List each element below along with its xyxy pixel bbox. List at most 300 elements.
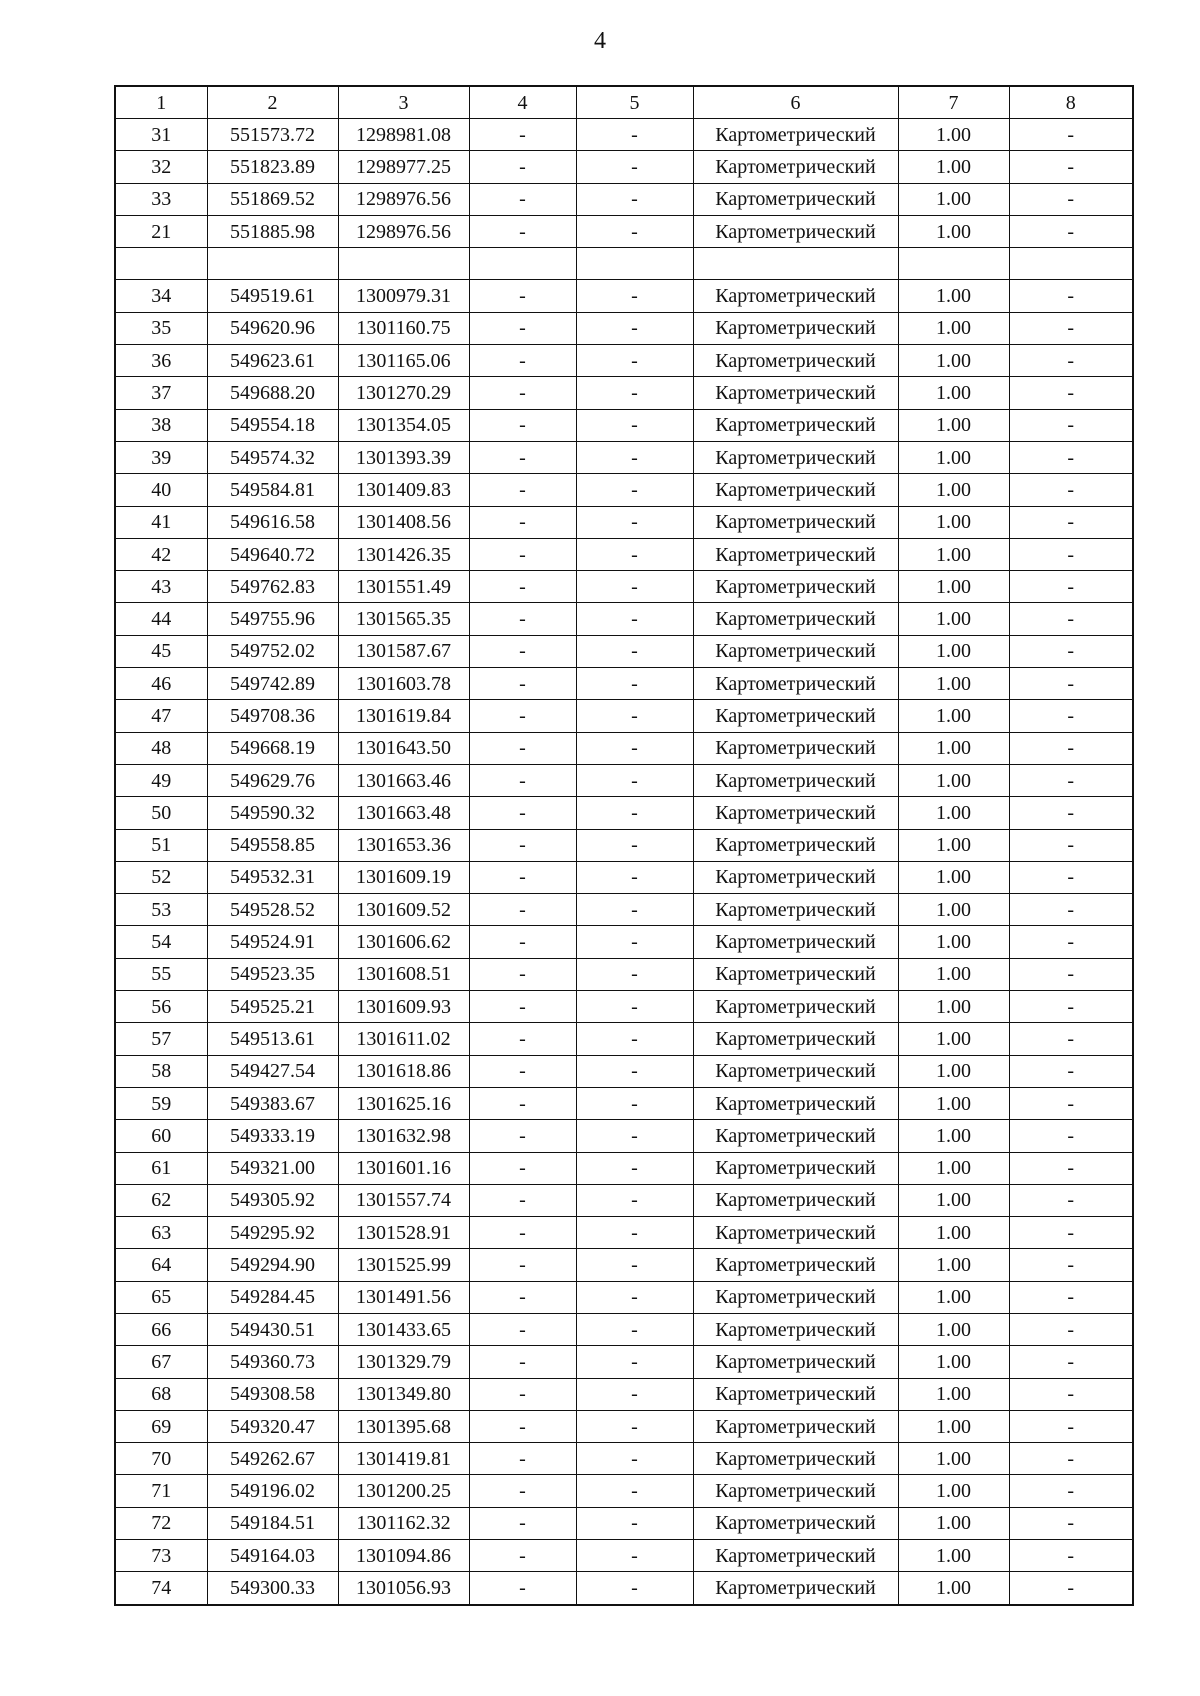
table-header-row (115, 86, 1133, 119)
method-cell: Картометрический (693, 700, 898, 732)
column-8-cell: - (1009, 829, 1133, 861)
column-4-cell: - (469, 119, 576, 151)
table-row (115, 700, 1133, 732)
table-row (115, 894, 1133, 926)
point-number-cell: 46 (115, 668, 207, 700)
column-8-cell: - (1009, 1023, 1133, 1055)
accuracy-cell: 1.00 (898, 1184, 1009, 1216)
table-row (115, 1507, 1133, 1539)
table-row (115, 668, 1133, 700)
table-row (115, 1443, 1133, 1475)
method-cell: Картометрический (693, 829, 898, 861)
point-number-cell: 36 (115, 345, 207, 377)
method-cell: Картометрический (693, 1313, 898, 1345)
x-coordinate-cell: 549688.20 (207, 377, 338, 409)
method-cell: Картометрический (693, 506, 898, 538)
table-row (115, 377, 1133, 409)
accuracy-cell: 1.00 (898, 1055, 1009, 1087)
column-8-cell: - (1009, 441, 1133, 473)
method-cell: Картометрический (693, 474, 898, 506)
accuracy-cell: 1.00 (898, 312, 1009, 344)
column-8-cell: - (1009, 958, 1133, 990)
method-cell (693, 248, 898, 280)
column-4-cell: - (469, 991, 576, 1023)
table-row (115, 991, 1133, 1023)
column-5-cell: - (576, 1540, 693, 1572)
column-8-cell: - (1009, 1540, 1133, 1572)
x-coordinate-cell: 549300.33 (207, 1572, 338, 1605)
column-5-cell: - (576, 441, 693, 473)
x-coordinate-cell: 549554.18 (207, 409, 338, 441)
table-row (115, 1087, 1133, 1119)
point-number-cell: 31 (115, 119, 207, 151)
column-8-cell: - (1009, 571, 1133, 603)
table-row (115, 1023, 1133, 1055)
point-number-cell: 68 (115, 1378, 207, 1410)
column-8-cell: - (1009, 1313, 1133, 1345)
column-5-cell: - (576, 958, 693, 990)
table-row (115, 409, 1133, 441)
method-cell: Картометрический (693, 409, 898, 441)
column-5-cell: - (576, 1249, 693, 1281)
table-row (115, 1249, 1133, 1281)
column-5-cell: - (576, 409, 693, 441)
y-coordinate-cell: 1298981.08 (338, 119, 469, 151)
column-8-cell: - (1009, 1475, 1133, 1507)
accuracy-cell: 1.00 (898, 1217, 1009, 1249)
point-number-cell: 38 (115, 409, 207, 441)
x-coordinate-cell: 549525.21 (207, 991, 338, 1023)
y-coordinate-cell: 1301393.39 (338, 441, 469, 473)
column-header: 5 (576, 86, 693, 119)
point-number-cell: 60 (115, 1120, 207, 1152)
column-5-cell: - (576, 668, 693, 700)
column-4-cell: - (469, 1540, 576, 1572)
point-number-cell: 61 (115, 1152, 207, 1184)
x-coordinate-cell: 549294.90 (207, 1249, 338, 1281)
column-header: 3 (338, 86, 469, 119)
column-4-cell: - (469, 1410, 576, 1442)
column-5-cell: - (576, 1378, 693, 1410)
y-coordinate-cell: 1298976.56 (338, 215, 469, 247)
x-coordinate-cell: 549762.83 (207, 571, 338, 603)
method-cell: Картометрический (693, 183, 898, 215)
column-8-cell: - (1009, 215, 1133, 247)
column-4-cell: - (469, 1443, 576, 1475)
column-4-cell: - (469, 538, 576, 570)
column-8-cell: - (1009, 1249, 1133, 1281)
column-4-cell: - (469, 345, 576, 377)
column-4-cell: - (469, 829, 576, 861)
method-cell: Картометрический (693, 1249, 898, 1281)
column-header: 4 (469, 86, 576, 119)
column-5-cell: - (576, 377, 693, 409)
point-number-cell: 49 (115, 764, 207, 796)
column-4-cell: - (469, 1087, 576, 1119)
method-cell: Картометрический (693, 958, 898, 990)
y-coordinate-cell: 1298976.56 (338, 183, 469, 215)
accuracy-cell: 1.00 (898, 1281, 1009, 1313)
y-coordinate-cell: 1301408.56 (338, 506, 469, 538)
point-number-cell: 43 (115, 571, 207, 603)
column-8-cell: - (1009, 668, 1133, 700)
column-5-cell: - (576, 345, 693, 377)
point-number-cell: 69 (115, 1410, 207, 1442)
column-5-cell: - (576, 474, 693, 506)
column-8-cell: - (1009, 377, 1133, 409)
table-row (115, 1152, 1133, 1184)
accuracy-cell: 1.00 (898, 506, 1009, 538)
column-5-cell: - (576, 732, 693, 764)
column-4-cell: - (469, 474, 576, 506)
x-coordinate-cell: 549584.81 (207, 474, 338, 506)
x-coordinate-cell: 549513.61 (207, 1023, 338, 1055)
column-5-cell: - (576, 700, 693, 732)
column-4-cell (469, 248, 576, 280)
column-8-cell: - (1009, 764, 1133, 796)
y-coordinate-cell: 1301557.74 (338, 1184, 469, 1216)
column-5-cell: - (576, 151, 693, 183)
accuracy-cell: 1.00 (898, 1572, 1009, 1605)
column-5-cell: - (576, 1120, 693, 1152)
column-4-cell: - (469, 1023, 576, 1055)
point-number-cell: 52 (115, 861, 207, 893)
accuracy-cell: 1.00 (898, 991, 1009, 1023)
point-number-cell: 40 (115, 474, 207, 506)
column-4-cell: - (469, 1507, 576, 1539)
table-row (115, 312, 1133, 344)
x-coordinate-cell: 549558.85 (207, 829, 338, 861)
table-row (115, 603, 1133, 635)
method-cell: Картометрический (693, 1184, 898, 1216)
x-coordinate-cell: 549752.02 (207, 635, 338, 667)
column-5-cell: - (576, 1443, 693, 1475)
column-4-cell: - (469, 151, 576, 183)
column-8-cell: - (1009, 280, 1133, 312)
x-coordinate-cell: 549295.92 (207, 1217, 338, 1249)
column-8-cell: - (1009, 1055, 1133, 1087)
column-5-cell: - (576, 894, 693, 926)
table-row (115, 1572, 1133, 1605)
table-row (115, 151, 1133, 183)
y-coordinate-cell: 1301200.25 (338, 1475, 469, 1507)
method-cell: Картометрический (693, 1507, 898, 1539)
x-coordinate-cell: 549360.73 (207, 1346, 338, 1378)
column-5-cell: - (576, 119, 693, 151)
y-coordinate-cell: 1301618.86 (338, 1055, 469, 1087)
point-number-cell: 35 (115, 312, 207, 344)
column-8-cell: - (1009, 474, 1133, 506)
method-cell: Картометрический (693, 894, 898, 926)
point-number-cell: 54 (115, 926, 207, 958)
method-cell: Картометрический (693, 441, 898, 473)
point-number-cell: 33 (115, 183, 207, 215)
column-8-cell: - (1009, 700, 1133, 732)
column-4-cell: - (469, 926, 576, 958)
column-4-cell: - (469, 1313, 576, 1345)
y-coordinate-cell: 1301165.06 (338, 345, 469, 377)
column-4-cell: - (469, 1217, 576, 1249)
method-cell: Картометрический (693, 861, 898, 893)
y-coordinate-cell: 1301606.62 (338, 926, 469, 958)
method-cell: Картометрический (693, 1346, 898, 1378)
column-5-cell: - (576, 538, 693, 570)
method-cell: Картометрический (693, 797, 898, 829)
column-8-cell: - (1009, 1152, 1133, 1184)
table-row (115, 248, 1133, 280)
y-coordinate-cell: 1301608.51 (338, 958, 469, 990)
table-row (115, 280, 1133, 312)
point-number-cell: 73 (115, 1540, 207, 1572)
column-8-cell: - (1009, 1217, 1133, 1249)
point-number-cell: 62 (115, 1184, 207, 1216)
column-header: 6 (693, 86, 898, 119)
x-coordinate-cell: 551573.72 (207, 119, 338, 151)
column-4-cell: - (469, 506, 576, 538)
point-number-cell: 41 (115, 506, 207, 538)
table-row (115, 215, 1133, 247)
accuracy-cell: 1.00 (898, 119, 1009, 151)
column-5-cell: - (576, 571, 693, 603)
column-4-cell: - (469, 1281, 576, 1313)
column-5-cell: - (576, 1087, 693, 1119)
x-coordinate-cell: 549623.61 (207, 345, 338, 377)
x-coordinate-cell: 549321.00 (207, 1152, 338, 1184)
column-4-cell: - (469, 183, 576, 215)
column-8-cell: - (1009, 797, 1133, 829)
point-number-cell: 66 (115, 1313, 207, 1345)
point-number-cell: 44 (115, 603, 207, 635)
column-8-cell: - (1009, 1572, 1133, 1605)
y-coordinate-cell (338, 248, 469, 280)
point-number-cell: 39 (115, 441, 207, 473)
column-8-cell: - (1009, 1410, 1133, 1442)
x-coordinate-cell: 549333.19 (207, 1120, 338, 1152)
y-coordinate-cell: 1301611.02 (338, 1023, 469, 1055)
method-cell: Картометрический (693, 1475, 898, 1507)
column-8-cell: - (1009, 312, 1133, 344)
column-5-cell (576, 248, 693, 280)
column-5-cell: - (576, 183, 693, 215)
column-4-cell: - (469, 603, 576, 635)
method-cell: Картометрический (693, 1410, 898, 1442)
point-number-cell: 42 (115, 538, 207, 570)
column-4-cell: - (469, 797, 576, 829)
column-8-cell: - (1009, 538, 1133, 570)
point-number-cell: 59 (115, 1087, 207, 1119)
y-coordinate-cell: 1301354.05 (338, 409, 469, 441)
table-row (115, 1055, 1133, 1087)
column-5-cell: - (576, 991, 693, 1023)
method-cell: Картометрический (693, 991, 898, 1023)
column-8-cell: - (1009, 1120, 1133, 1152)
column-5-cell: - (576, 280, 693, 312)
column-5-cell: - (576, 1572, 693, 1605)
accuracy-cell: 1.00 (898, 571, 1009, 603)
accuracy-cell: 1.00 (898, 764, 1009, 796)
column-8-cell (1009, 248, 1133, 280)
table-row (115, 441, 1133, 473)
point-number-cell: 55 (115, 958, 207, 990)
x-coordinate-cell: 549640.72 (207, 538, 338, 570)
accuracy-cell: 1.00 (898, 894, 1009, 926)
column-8-cell: - (1009, 1281, 1133, 1313)
column-8-cell: - (1009, 1378, 1133, 1410)
y-coordinate-cell: 1301565.35 (338, 603, 469, 635)
column-5-cell: - (576, 312, 693, 344)
y-coordinate-cell: 1301643.50 (338, 732, 469, 764)
table-row (115, 183, 1133, 215)
y-coordinate-cell: 1301160.75 (338, 312, 469, 344)
column-4-cell: - (469, 1055, 576, 1087)
column-5-cell: - (576, 603, 693, 635)
y-coordinate-cell: 1301329.79 (338, 1346, 469, 1378)
column-5-cell: - (576, 1507, 693, 1539)
point-number-cell: 37 (115, 377, 207, 409)
method-cell: Картометрический (693, 571, 898, 603)
accuracy-cell: 1.00 (898, 958, 1009, 990)
y-coordinate-cell: 1301619.84 (338, 700, 469, 732)
accuracy-cell: 1.00 (898, 1410, 1009, 1442)
point-number-cell: 74 (115, 1572, 207, 1605)
column-5-cell: - (576, 764, 693, 796)
method-cell: Картометрический (693, 151, 898, 183)
column-8-cell: - (1009, 119, 1133, 151)
column-4-cell: - (469, 1475, 576, 1507)
x-coordinate-cell: 549284.45 (207, 1281, 338, 1313)
accuracy-cell: 1.00 (898, 474, 1009, 506)
column-8-cell: - (1009, 1443, 1133, 1475)
point-number-cell: 53 (115, 894, 207, 926)
y-coordinate-cell: 1301056.93 (338, 1572, 469, 1605)
accuracy-cell: 1.00 (898, 538, 1009, 570)
column-5-cell: - (576, 1152, 693, 1184)
y-coordinate-cell: 1301587.67 (338, 635, 469, 667)
x-coordinate-cell: 549519.61 (207, 280, 338, 312)
column-4-cell: - (469, 1120, 576, 1152)
accuracy-cell: 1.00 (898, 1475, 1009, 1507)
accuracy-cell: 1.00 (898, 1152, 1009, 1184)
accuracy-cell: 1.00 (898, 215, 1009, 247)
x-coordinate-cell: 549524.91 (207, 926, 338, 958)
y-coordinate-cell: 1301409.83 (338, 474, 469, 506)
table-row (115, 1378, 1133, 1410)
method-cell: Картометрический (693, 1055, 898, 1087)
point-number-cell: 45 (115, 635, 207, 667)
y-coordinate-cell: 1301525.99 (338, 1249, 469, 1281)
x-coordinate-cell: 551869.52 (207, 183, 338, 215)
accuracy-cell: 1.00 (898, 377, 1009, 409)
point-number-cell: 50 (115, 797, 207, 829)
column-4-cell: - (469, 409, 576, 441)
x-coordinate-cell: 549305.92 (207, 1184, 338, 1216)
column-4-cell: - (469, 764, 576, 796)
accuracy-cell: 1.00 (898, 1346, 1009, 1378)
accuracy-cell: 1.00 (898, 345, 1009, 377)
y-coordinate-cell: 1301419.81 (338, 1443, 469, 1475)
x-coordinate-cell: 549755.96 (207, 603, 338, 635)
x-coordinate-cell: 549164.03 (207, 1540, 338, 1572)
column-4-cell: - (469, 700, 576, 732)
column-8-cell: - (1009, 732, 1133, 764)
accuracy-cell: 1.00 (898, 280, 1009, 312)
table-row (115, 571, 1133, 603)
column-5-cell: - (576, 1055, 693, 1087)
column-header: 2 (207, 86, 338, 119)
column-5-cell: - (576, 215, 693, 247)
point-number-cell: 72 (115, 1507, 207, 1539)
y-coordinate-cell: 1301653.36 (338, 829, 469, 861)
x-coordinate-cell: 549616.58 (207, 506, 338, 538)
column-4-cell: - (469, 280, 576, 312)
column-8-cell: - (1009, 894, 1133, 926)
accuracy-cell: 1.00 (898, 926, 1009, 958)
table-body (115, 119, 1133, 1605)
column-4-cell: - (469, 1378, 576, 1410)
column-header: 7 (898, 86, 1009, 119)
x-coordinate-cell: 549427.54 (207, 1055, 338, 1087)
column-5-cell: - (576, 926, 693, 958)
table-row (115, 538, 1133, 570)
x-coordinate-cell: 549574.32 (207, 441, 338, 473)
column-8-cell: - (1009, 1087, 1133, 1119)
accuracy-cell (898, 248, 1009, 280)
y-coordinate-cell: 1301433.65 (338, 1313, 469, 1345)
y-coordinate-cell: 1301632.98 (338, 1120, 469, 1152)
point-number-cell: 48 (115, 732, 207, 764)
y-coordinate-cell: 1301491.56 (338, 1281, 469, 1313)
method-cell: Картометрический (693, 764, 898, 796)
x-coordinate-cell: 549708.36 (207, 700, 338, 732)
point-number-cell: 67 (115, 1346, 207, 1378)
x-coordinate-cell: 549668.19 (207, 732, 338, 764)
x-coordinate-cell: 549430.51 (207, 1313, 338, 1345)
method-cell: Картометрический (693, 732, 898, 764)
column-4-cell: - (469, 861, 576, 893)
table-row (115, 345, 1133, 377)
column-4-cell: - (469, 958, 576, 990)
method-cell: Картометрический (693, 280, 898, 312)
column-8-cell: - (1009, 506, 1133, 538)
accuracy-cell: 1.00 (898, 732, 1009, 764)
column-4-cell: - (469, 894, 576, 926)
column-5-cell: - (576, 861, 693, 893)
column-5-cell: - (576, 829, 693, 861)
accuracy-cell: 1.00 (898, 603, 1009, 635)
column-4-cell: - (469, 312, 576, 344)
table-row (115, 861, 1133, 893)
method-cell: Картометрический (693, 345, 898, 377)
table-row (115, 797, 1133, 829)
x-coordinate-cell: 549629.76 (207, 764, 338, 796)
accuracy-cell: 1.00 (898, 861, 1009, 893)
point-number-cell: 63 (115, 1217, 207, 1249)
x-coordinate-cell: 549590.32 (207, 797, 338, 829)
method-cell: Картометрический (693, 1281, 898, 1313)
point-number-cell: 70 (115, 1443, 207, 1475)
point-number-cell: 64 (115, 1249, 207, 1281)
method-cell: Картометрический (693, 312, 898, 344)
column-5-cell: - (576, 506, 693, 538)
x-coordinate-cell: 549320.47 (207, 1410, 338, 1442)
y-coordinate-cell: 1301528.91 (338, 1217, 469, 1249)
y-coordinate-cell: 1301609.19 (338, 861, 469, 893)
accuracy-cell: 1.00 (898, 1443, 1009, 1475)
method-cell: Картометрический (693, 635, 898, 667)
table-row (115, 1475, 1133, 1507)
point-number-cell: 65 (115, 1281, 207, 1313)
column-5-cell: - (576, 1313, 693, 1345)
